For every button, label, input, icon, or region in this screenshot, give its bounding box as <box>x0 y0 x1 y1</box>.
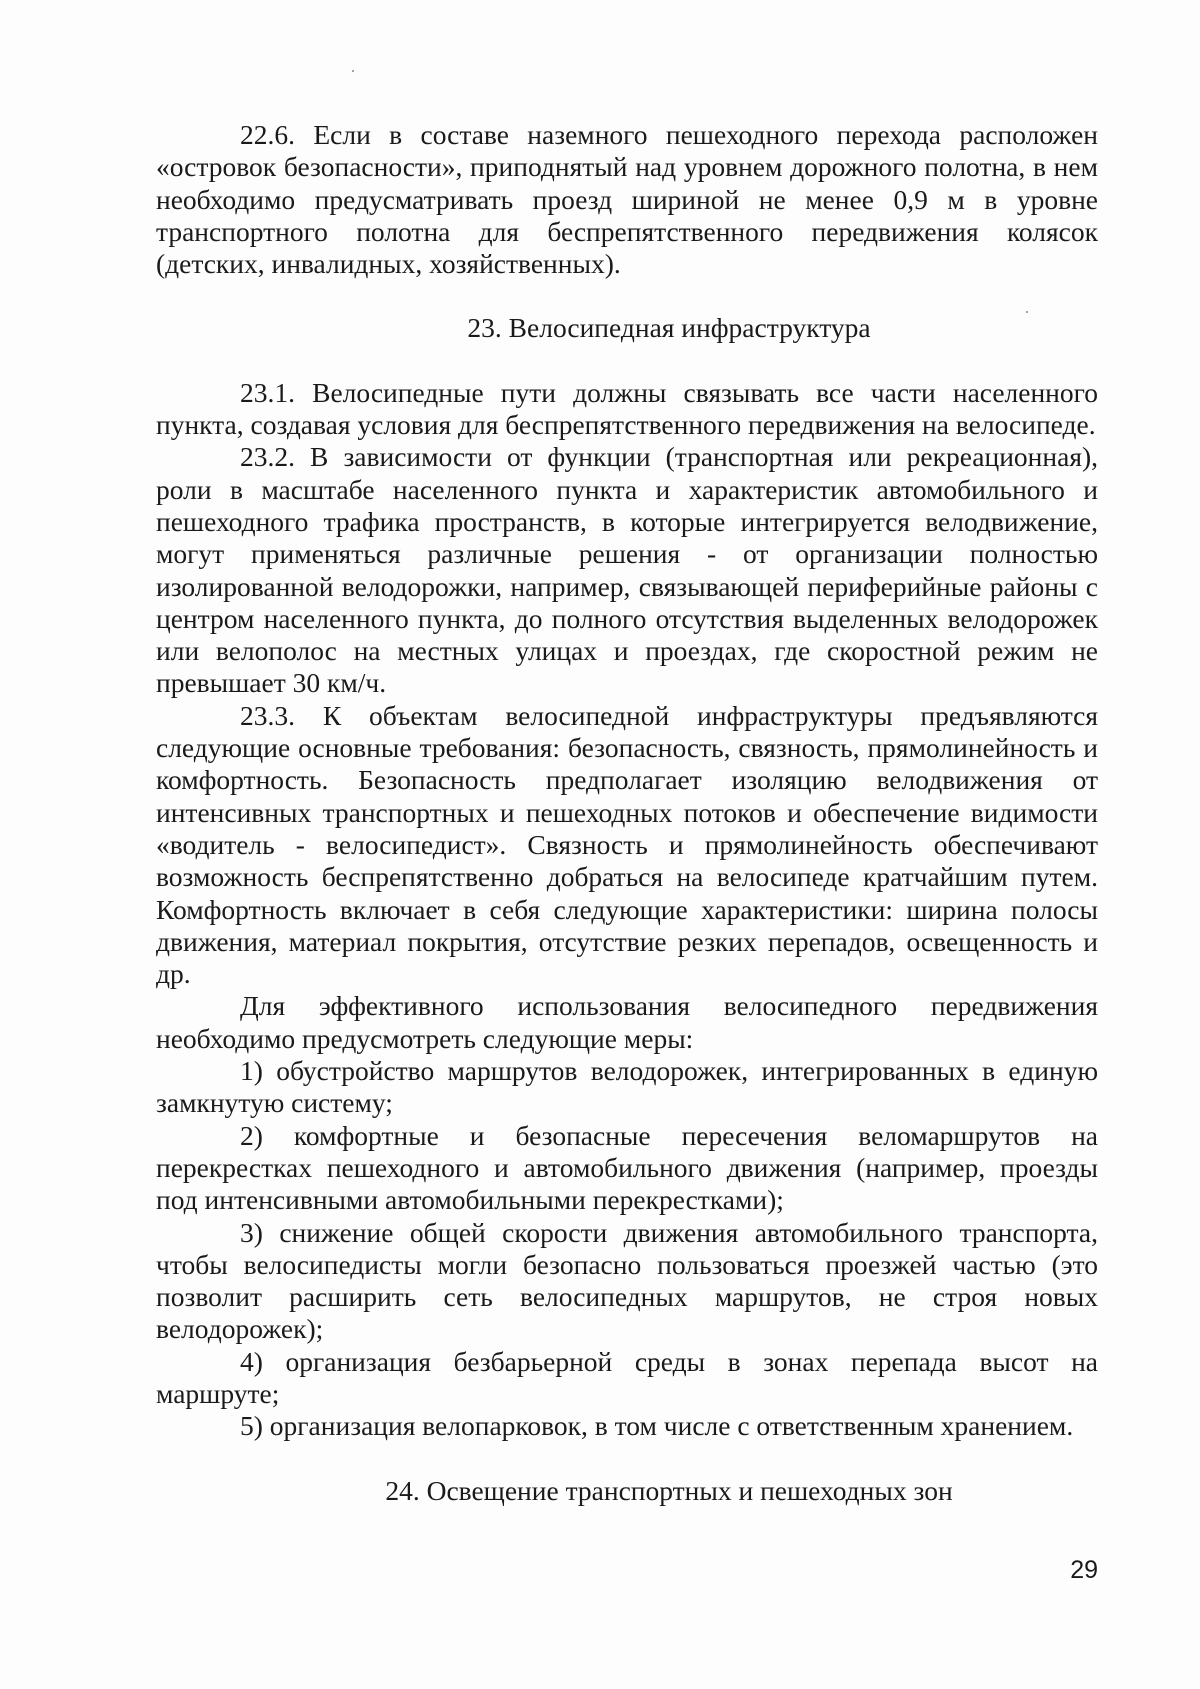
list-item-1: 1) обустройство маршрутов велодорожек, интегрированных в единую замкнутую систему; <box>156 1055 1098 1119</box>
paragraph-23-1: 23.1. Велосипедные пути должны связывать все части населенного пункта, создавая условия для беспрепятственного передвижения на велосипеде. <box>156 376 1098 441</box>
scan-speck <box>352 70 354 72</box>
list-item-3: 3) снижение общей скорости движения автомобильного транспорта, чтобы велосипедисты могли безопасно пользоваться проезжей частью (это позволит расширить сеть велосипедных маршрутов, не строя новых велодорожек); <box>156 1216 1098 1345</box>
section-heading-24: 24. Освещение транспортных и пешеходных зон <box>385 1474 953 1506</box>
paragraph-23-3: 23.3. К объектам велосипедной инфраструктуры предъявляются следующие основные требования: безопасность, связность, прямолинейность и комфортность. Безопасность предполагает изоляцию велодвижения от интенсивных транспортных и пешеходных потоков и обеспечение видимости «водитель - велосипедист». Связность и прямолинейность обеспечивают возможность беспрепятственно добраться на велосипеде кратчайшим путем. Комфортность включает в себя следующие характеристики: ширина полосы движения, материал покрытия, отсутствие резких перепадов, освещенность и др. <box>156 699 1098 990</box>
document-body <box>156 119 1098 1507</box>
list-item-2: 2) комфортные и безопасные пересечения веломаршрутов на перекрестках пешеходного и автомобильного движения (например, проезды под интенсивными автомобильными перекрестками); <box>156 1119 1098 1216</box>
paragraph-22-6: 22.6. Если в составе наземного пешеходного перехода расположен «островок безопасности», приподнятый над уровнем дорожного полотна, в нем необходимо предусматривать проезд шириной не менее 0,9 м в уровне транспортного полотна для беспрепятственного передвижения колясок (детских, инвалидных, хозяйственных). <box>156 119 1098 280</box>
list-item-4: 4) организация безбарьерной среды в зонах перепада высот на маршруте; <box>156 1345 1098 1409</box>
paragraph-23-2: 23.2. В зависимости от функции (транспортная или рекреационная), роли в масштабе населенного пункта и характеристик автомобильного и пешеходного трафика пространств, в которые интегрируется велодвижение, могут применяться различные решения - от организации полностью изолированной велодорожки, например, связывающей периферийные районы с центром населенного пункта, до полного отсутствия выделенных велодорожек или велополос на местных улицах и проездах, где скоростной режим не превышает 30 км/ч. <box>156 441 1098 699</box>
list-item-5: 5) организация велопарковок, в том числе с ответственным хранением. <box>240 1410 1074 1442</box>
page-number: 29 <box>1070 1556 1098 1584</box>
section-heading-23: 23. Велосипедная инфраструктура <box>467 312 871 344</box>
paragraph-measures-intro: Для эффективного использования велосипедного передвижения необходимо предусмотреть следующие меры: <box>156 990 1098 1054</box>
